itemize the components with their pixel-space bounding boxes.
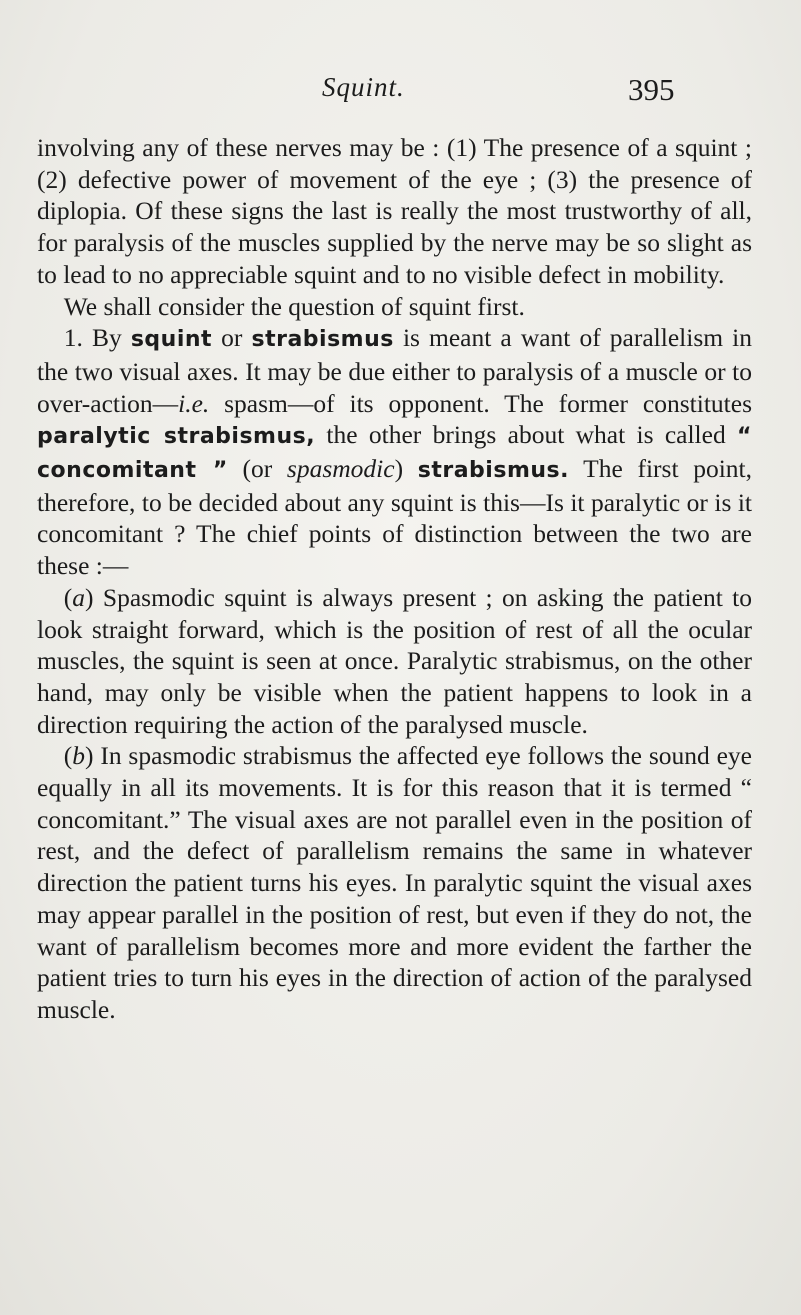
text-run: The first point, therefore, to be decided about any squint is this—Is it paralytic or is it concomitant ? The chief points of distinction between the two are these :— (37, 454, 752, 581)
paragraph-3 (37, 322, 752, 582)
item-text-a: Spasmodic squint is always present ; on asking the patient to look straight forward, which is the position of rest of all the ocular muscles, the squint is seen at once. Paralytic strabismus, on the other hand, may only be visible when the patient happens to look in a direction requiring the action of the paralysed muscle. (37, 582, 752, 739)
running-head: Squint. (322, 72, 405, 102)
body-text (37, 132, 752, 1026)
page-number: 395 (628, 72, 675, 107)
section-number: 1. By (63, 323, 131, 353)
paragraph-2: We shall consider the question of squint first. (63, 291, 525, 321)
item-label-a: a (72, 582, 86, 612)
paragraph-b: (b) In spasmodic strabismus the affected eye follows the sound eye equally in all its movements. It is for this reason that it is termed “ concomitant.” The visual axes are not parallel even in the position of rest, and the defect of parallelism remains the same in whatever direction the patient turns his eyes. In paralytic squint the visual axes may appear parallel in the position of rest, but even if they do not, the want of parallelism becomes more and more evident the farther the patient tries to turn his eyes in the direction of action of the paralysed muscle. (37, 741, 752, 1024)
page-header (0, 72, 801, 116)
term-strabismus: strabismus (251, 327, 394, 353)
abbrev-ie: i.e. (178, 388, 210, 418)
item-label-b: b (72, 741, 86, 771)
item-text-b: In spasmodic strabismus the affected eye follows the sound eye equally in all its movements. It is for this reason that it is termed “ concomitant.” The visual axes are not parallel even in the position of rest, and the defect of parallelism remains the same in whatever direction the patient turns his eyes. In paralytic squint the visual axes may appear parallel in the position of rest, but even if they do not, the want of parallelism becomes more and more evident the farther the patient tries to turn his eyes in the direction of action of the paralysed muscle. (37, 741, 752, 1024)
text-run: is meant a want of parallelism in the two visual axes. It may be due either to paralysis of a muscle or to over-action— (37, 323, 753, 418)
text-run: (or (227, 454, 287, 484)
term-spasmodic: spasmodic (286, 454, 395, 484)
term-paralytic-strabismus: paralytic strabismus, (37, 424, 316, 450)
text-run: ) (394, 454, 418, 484)
paragraph-1: involving any of these nerves may be : (1) The presence of a squint ; (2) defective power of movement of the eye ; (3) the presence of diplopia. Of these signs the last is really the most trustworthy of all, for paralysis of the muscles supplied by the nerve may be so slight as to lead to no appreciable squint and to no visible defect in mobility. (37, 133, 752, 289)
paragraph-a: (a) Spasmodic squint is always present ; on asking the patient to look straight forward, which is the position of rest of all the ocular muscles, the squint is seen at once. Paralytic strabismus, on the other hand, may only be visible when the patient happens to look in a direction requiring the action of the paralysed muscle. (37, 582, 752, 739)
term-strabismus-2: strabismus. (417, 458, 569, 484)
term-concomitant: “ concomitant ” (37, 424, 752, 484)
text-run: the other brings about what is called (315, 420, 738, 450)
term-squint: squint (130, 327, 213, 353)
text-run: or (212, 323, 252, 353)
text-run: spasm—of its opponent. The former constitutes (209, 388, 752, 418)
